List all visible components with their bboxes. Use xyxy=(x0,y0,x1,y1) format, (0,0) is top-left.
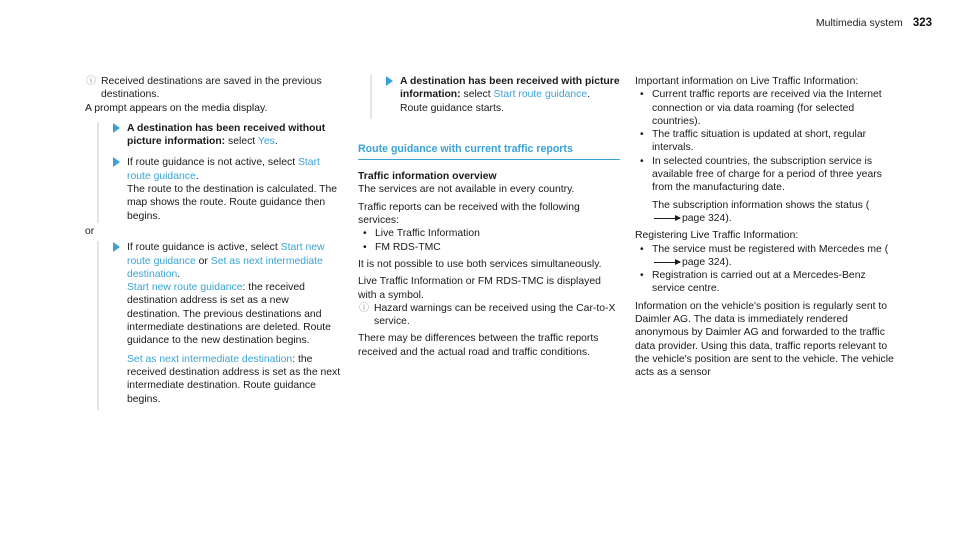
info-icon: ⓘ xyxy=(86,76,96,87)
menu-link-start-route-guidance-2[interactable]: Start route guidance xyxy=(493,89,588,101)
step-arrow-icon xyxy=(113,123,120,133)
paragraph: The services are not available in every country. xyxy=(358,184,575,196)
step-block-1 xyxy=(85,122,343,223)
list-item: • FM RDS-TMC xyxy=(358,241,620,254)
list-item: • Current traffic reports are received via the Internet connection or via data roaming (for selected countries). xyxy=(635,88,897,128)
step-arrow-icon xyxy=(386,76,393,86)
or-separator: or xyxy=(85,225,95,237)
step-bar xyxy=(97,122,99,223)
info-icon: ⓘ xyxy=(359,302,369,314)
section-title: Multimedia system xyxy=(815,17,903,29)
paragraph: Information on the vehicle's position is regularly sent to Daimler AG. The data is immediately rendered anonymous by Daimler AG and forwarded to the traffic data provider. Using this data, traffic reports relevant to the vehicle's position are sent to the vehicle. The vehicle acts as a sensor xyxy=(635,300,894,379)
option-description: : the received destination address is set as a new destination. The previous destinations and intermediate destinations are deleted. Route guidance to the new destination begins. xyxy=(127,282,331,347)
paragraph: There may be differences between the traffic reports received and the actual road and traffic conditions. xyxy=(358,333,599,358)
column-1 xyxy=(85,75,343,410)
page-reference-arrow-icon xyxy=(654,262,680,263)
page-reference-arrow-icon xyxy=(654,218,680,219)
column-2 xyxy=(358,75,620,359)
info-list xyxy=(635,88,897,194)
section-heading: Route guidance with current traffic reports xyxy=(358,143,620,160)
step-text: select xyxy=(228,136,256,148)
menu-link-yes[interactable]: Yes xyxy=(257,136,275,148)
step-guidance-active: If route guidance is active, select Start new route guidance or Set as next intermediate destination. Start new route guidance: the received destination address is set as a new destination. The previous destinations and intermediate destinations are deleted. Route guidance to the new destination begins. Set as next intermediate destination: the received destination address is set as the next intermediate destination. Route guidance begins. xyxy=(113,241,343,410)
services-list xyxy=(358,227,620,254)
registration-list xyxy=(635,243,897,296)
option-start-new-route-guidance: Start new route guidance xyxy=(127,282,243,294)
option-description: : the received destination address is set as the next intermediate destination. Route guidance begins. xyxy=(127,353,341,405)
subscription-info: The subscription information shows the status (page 324). xyxy=(652,199,870,224)
list-item: • The traffic situation is updated at short, regular intervals. xyxy=(635,128,897,155)
step-text: If route guidance is active, select xyxy=(127,242,278,254)
paragraph: Live Traffic Information or FM RDS-TMC is displayed with a symbol. xyxy=(358,276,601,301)
step-title: A destination has been received with picture information: xyxy=(400,76,620,101)
list-item: • The service must be registered with Mercedes me (page 324). xyxy=(635,243,897,270)
column-3 xyxy=(635,75,897,380)
step-text: select xyxy=(463,89,491,101)
step-text-or: or xyxy=(198,255,208,267)
option-set-intermediate: Set as next intermediate destination xyxy=(127,353,293,365)
step-bar xyxy=(370,75,372,119)
step-arrow-icon xyxy=(113,157,120,167)
step-title: A destination has been received without picture information: xyxy=(127,122,326,148)
menu-link-set-intermediate[interactable]: Set as next intermediate destination xyxy=(127,255,323,280)
step-block-3 xyxy=(358,75,620,119)
paragraph: Important information on Live Traffic Information: xyxy=(635,76,859,87)
note-text: Hazard warnings can be received using the Car-to-X service. xyxy=(374,302,616,328)
info-note xyxy=(85,75,343,102)
list-item: • In selected countries, the subscription service is available free of charge for a period of three years from the manufacturing date. xyxy=(635,155,897,195)
page-reference-link[interactable]: page 324 xyxy=(682,256,726,268)
paragraph: It is not possible to use both services simultaneously. xyxy=(358,258,602,270)
prompt-text: A prompt appears on the media display. xyxy=(85,102,268,114)
menu-link-start-new-route-guidance[interactable]: Start new route guidance xyxy=(127,242,325,267)
step-description: Route guidance starts. xyxy=(400,102,504,114)
page-number: 323 xyxy=(912,17,932,29)
list-item: • Registration is carried out at a Mercedes-Benz service centre. xyxy=(635,269,897,296)
subsection-heading: Traffic information overview xyxy=(358,171,497,183)
page-reference-link[interactable]: page 324 xyxy=(682,212,726,224)
step-text: If route guidance is not active, select xyxy=(127,157,296,169)
step-start-guidance: If route guidance is not active, select Start route guidance. The route to the destination is calculated. The map shows the route. Route guidance then begins. xyxy=(113,156,343,222)
step-bar xyxy=(97,241,99,410)
note-text: Received destinations are saved in the previous destinations. xyxy=(101,76,322,101)
step-block-2 xyxy=(85,241,343,410)
info-note xyxy=(358,302,620,329)
menu-link-start-route-guidance[interactable]: Start route guidance xyxy=(127,157,320,182)
page-header xyxy=(816,17,932,30)
paragraph: Registering Live Traffic Information: xyxy=(635,230,799,242)
step-arrow-icon xyxy=(113,242,120,252)
paragraph: Traffic reports can be received with the following services: xyxy=(358,201,580,227)
step-description: The route to the destination is calculated. The map shows the route. Route guidance then begins. xyxy=(127,184,338,222)
step-with-picture: A destination has been received with picture information: select Start route guidance. Route guidance starts. xyxy=(386,75,620,119)
step-no-picture: A destination has been received without picture information: select Yes. xyxy=(113,122,343,149)
list-item: • Live Traffic Information xyxy=(358,227,620,240)
